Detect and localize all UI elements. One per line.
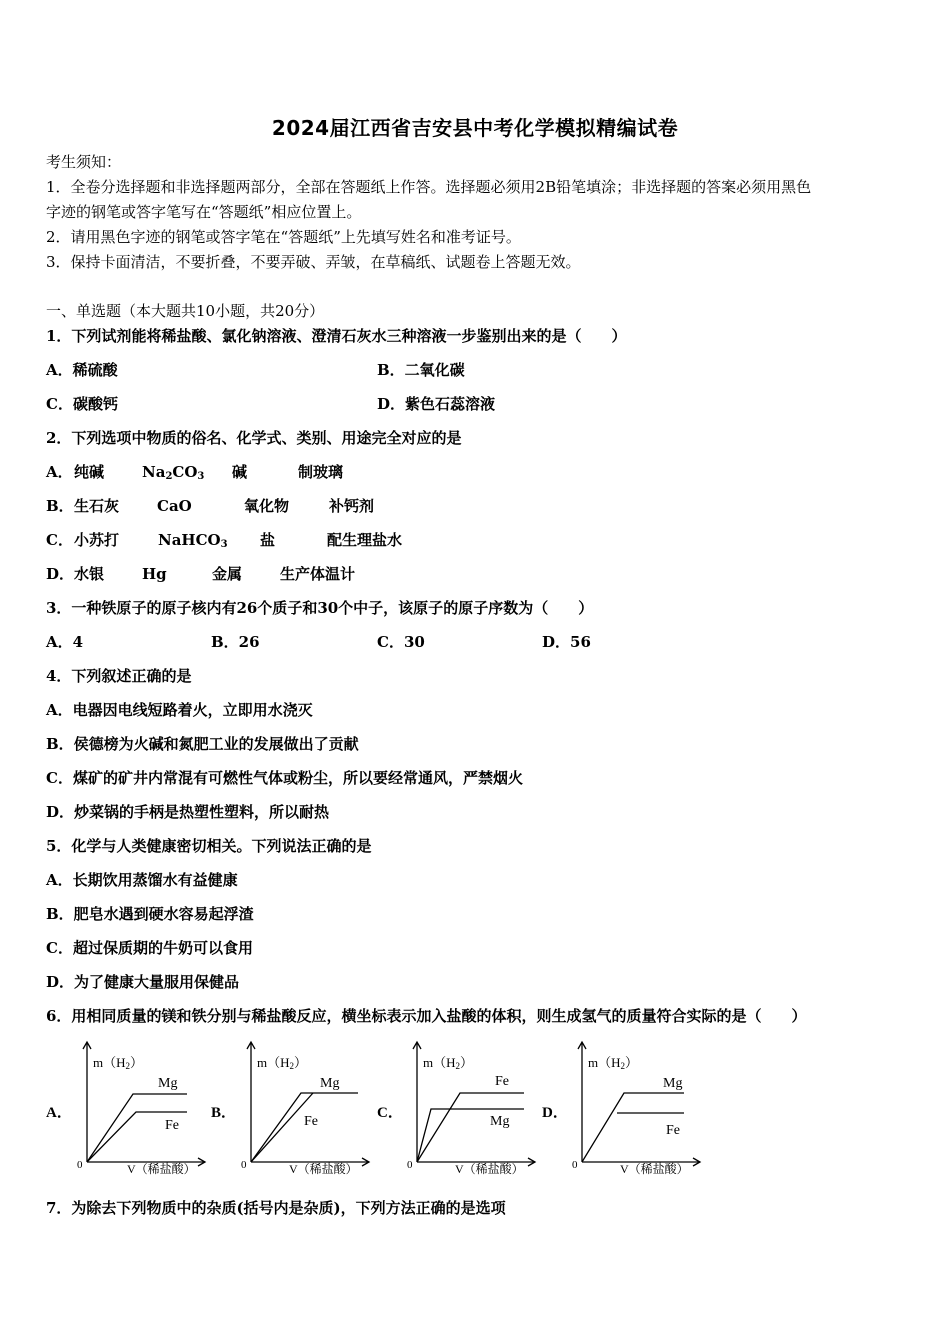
q3-option-b: B．26	[211, 633, 260, 651]
exam-title: 2024届江西省吉安县中考化学模拟精编试卷	[271, 116, 679, 140]
q6-graph-d-ylabel: m（H2）	[588, 1055, 639, 1071]
q6-option-c-label: C．	[377, 1105, 403, 1121]
q4-option-a: A．电器因电线短路着火，立即用水浇灭	[46, 701, 313, 719]
q7-stem: 7．为除去下列物质中的杂质(括号内是杂质)，下列方法正确的是选项	[46, 1199, 506, 1217]
q1-option-c: C．碳酸钙	[46, 395, 118, 413]
q6-graph-c-xlabel: V（稀盐酸）	[455, 1162, 524, 1176]
q4-option-d: D．炒菜锅的手柄是热塑性塑料，所以耐热	[46, 803, 330, 821]
q5-option-a: A．长期饮用蒸馏水有益健康	[46, 871, 238, 889]
q6-graph-d-origin: 0	[572, 1159, 578, 1171]
q6-option-b-label: B．	[211, 1105, 237, 1121]
q6-graph-c-origin: 0	[407, 1159, 413, 1171]
q6-graph-b-bottom-series-label: Fe	[304, 1114, 318, 1129]
q6-graph-b-ylabel: m（H2）	[257, 1055, 308, 1071]
q5-option-b: B．肥皂水遇到硬水容易起浮渣	[46, 905, 254, 923]
q6-graph-c-bottom-series-label: Mg	[490, 1114, 510, 1129]
q4-option-b: B．侯德榜为火碱和氮肥工业的发展做出了贡献	[46, 735, 359, 753]
q3-option-d: D．56	[542, 633, 591, 651]
q6-graph-c	[402, 1040, 542, 1175]
q6-option-a-label: A．	[46, 1105, 72, 1121]
notice-item-1-cont: 字迹的钢笔或答字笔写在“答题纸”相应位置上。	[46, 203, 362, 221]
q6-option-d-label: D．	[542, 1105, 568, 1121]
q6-graph-d-bottom-series-label: Fe	[666, 1123, 680, 1138]
q3-option-c: C．30	[377, 633, 425, 651]
q6-graph-c-top-series-label: Fe	[495, 1074, 509, 1089]
q6-graph-a-top-series-label: Mg	[158, 1076, 178, 1091]
q1-stem: 1．下列试剂能将稀盐酸、氯化钠溶液、澄清石灰水三种溶液一步鉴别出来的是（ ）	[46, 327, 627, 345]
q4-stem: 4．下列叙述正确的是	[46, 667, 192, 685]
q4-option-c: C．煤矿的矿井内常混有可燃性气体或粉尘，所以要经常通风，严禁烟火	[46, 769, 523, 787]
q6-graph-d-top-series-label: Mg	[663, 1076, 683, 1091]
exam-page: 2024届江西省吉安县中考化学模拟精编试卷 考生须知： 1．全卷分选择题和非选择题两部分，全部在答题纸上作答。选择题必须用2B铅笔填涂；非选择题的答案必须用黑色 字迹的钢笔或答字笔写在“答题纸”相应位置上。 2．请用黑色字迹的钢笔或答字笔在“答题纸”上先填写姓名和准考证号。 3．保持卡面清洁，不要折叠，不要弄破、弄皱，在草稿纸、试题卷上答题无效。 一、单选题（本大题共10小题，共20分） 1．下列试剂能将稀盐酸、氯化钠溶液、澄清石灰水三种溶液一步鉴别出来的是（ ） A．稀硫酸 B．二氧化碳 C．碳酸钙 D．紫色石蕊溶液 2．下列选项中物质的俗名、化学式、类别、用途完全对应的是 A． 纯碱 $Na_2CO_3$ 碱 制玻璃 B． 生石灰 CaO 氧化物 补钙剂 C． 小苏打 NaHCO$_3$ 盐 配生理盐水 D． 水银 Hg 金属 生产体温计 3．一种铁原子的原子核内有26个质子和30个中子，该原子的原子序数为（ ） A．4 B．26 C．30 D．56 4．下列叙述正确的是 A．电器因电线短路着火，立即用水浇灭 B．侯德榜为火碱和氮肥工业的发展做出了贡献 C．煤矿的矿井内常混有可燃性气体或粉尘，所以要经常通风，严禁烟火 D．炒菜锅的手柄是热塑性塑料，所以耐热 5．化学与人类健康密切相关。下列说法正确的是 A．长期饮用蒸馏水有益健康 B．肥皂水遇到硬水容易起浮渣 C．超过保质期的牛奶可以食用 D．为了健康大量服用保健品 6．用相同质量的镁和铁分别与稀盐酸反应，横坐标表示加入盐酸的体积，则生成氢气的质量符合实际的是（ ） A． m（H2） Mg Fe 0 V（稀盐酸） B． m（H2） Mg Fe 0 V（稀盐酸） C． m（H2） Fe Mg 0 V（稀盐酸） D． m（H2） Mg Fe 0 V（稀盐酸） 7．为除去下列物质中的杂质(括号内是杂质)，下列方法正确的是选项	[0, 0, 950, 1344]
q6-graph-b-top-series-label: Mg	[320, 1076, 340, 1091]
q6-graph-a-xlabel: V（稀盐酸）	[127, 1162, 196, 1176]
q5-option-d: D．为了健康大量服用保健品	[46, 973, 240, 991]
q6-graph-a-ylabel: m（H2）	[93, 1055, 144, 1071]
q6-graph-d	[567, 1040, 707, 1175]
q2-stem: 2．下列选项中物质的俗名、化学式、类别、用途完全对应的是	[46, 429, 462, 447]
q6-graph-c-ylabel: m（H2）	[423, 1055, 474, 1071]
q3-stem: 3．一种铁原子的原子核内有26个质子和30个中子，该原子的原子序数为（ ）	[46, 599, 594, 617]
q6-stem: 6．用相同质量的镁和铁分别与稀盐酸反应，横坐标表示加入盐酸的体积，则生成氢气的质量符合实际的是（ ）	[46, 1007, 807, 1025]
q6-graph-d-xlabel: V（稀盐酸）	[620, 1162, 689, 1176]
notice-item-1: 1．全卷分选择题和非选择题两部分，全部在答题纸上作答。选择题必须用2B铅笔填涂；非选择题的答案必须用黑色	[46, 178, 812, 196]
q1-option-a: A．稀硫酸	[46, 361, 118, 379]
section-heading: 一、单选题（本大题共10小题，共20分）	[46, 302, 325, 320]
q1-option-d: D．紫色石蕊溶液	[377, 395, 496, 413]
notice-heading: 考生须知：	[46, 153, 122, 171]
notice-item-3: 3．保持卡面清洁，不要折叠，不要弄破、弄皱，在草稿纸、试题卷上答题无效。	[46, 253, 581, 271]
q6-graph-b-xlabel: V（稀盐酸）	[289, 1162, 358, 1176]
q5-stem: 5．化学与人类健康密切相关。下列说法正确的是	[46, 837, 372, 855]
q6-graph-a	[72, 1040, 212, 1175]
q1-option-b: B．二氧化碳	[377, 361, 465, 379]
q6-graph-a-origin: 0	[77, 1159, 83, 1171]
q6-graph-b-origin: 0	[241, 1159, 247, 1171]
q6-graph-a-bottom-series-label: Fe	[165, 1118, 179, 1133]
q5-option-c: C．超过保质期的牛奶可以食用	[46, 939, 253, 957]
notice-item-2: 2．请用黑色字迹的钢笔或答字笔在“答题纸”上先填写姓名和准考证号。	[46, 228, 521, 246]
q3-option-a: A．4	[46, 633, 84, 651]
q6-graph-b	[236, 1040, 376, 1175]
